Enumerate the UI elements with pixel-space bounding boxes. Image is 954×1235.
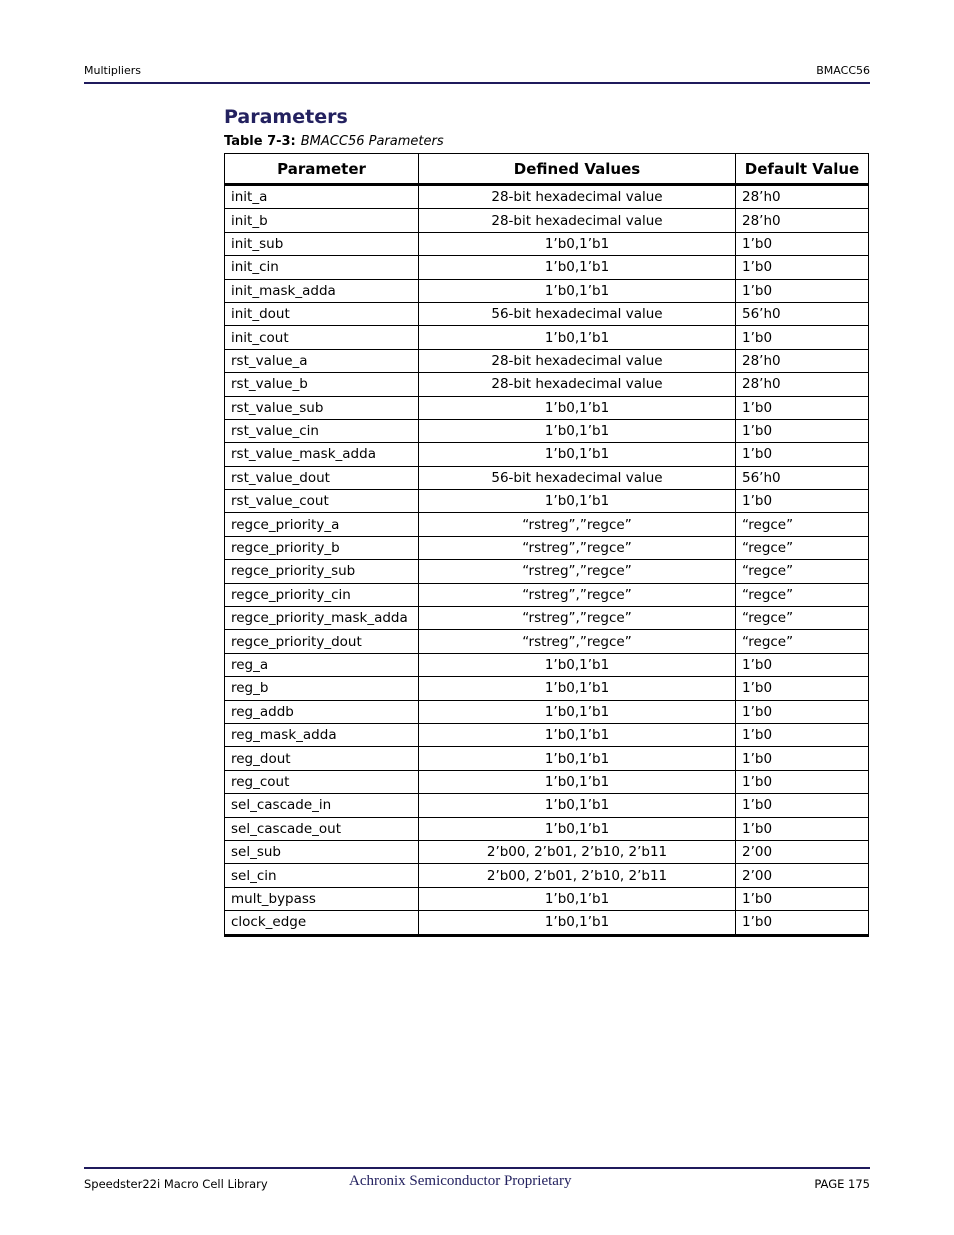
default-value-cell: 1’b0 xyxy=(736,443,869,466)
default-value-cell: 1’b0 xyxy=(736,396,869,419)
parameter-cell: init_mask_adda xyxy=(225,279,419,302)
default-value-cell: 28’h0 xyxy=(736,349,869,372)
defined-values-cell: 1’b0,1’b1 xyxy=(419,256,736,279)
default-value-cell: “regce” xyxy=(736,583,869,606)
defined-values-cell: 1’b0,1’b1 xyxy=(419,419,736,442)
parameter-cell: regce_priority_sub xyxy=(225,560,419,583)
defined-values-cell: “rstreg”,”regce” xyxy=(419,630,736,653)
default-value-cell: 1’b0 xyxy=(736,256,869,279)
default-value-cell: “regce” xyxy=(736,560,869,583)
parameter-cell: init_b xyxy=(225,209,419,232)
parameter-cell: sel_cascade_out xyxy=(225,817,419,840)
parameter-cell: sel_sub xyxy=(225,840,419,863)
header-divider xyxy=(84,82,870,84)
column-header-parameter: Parameter xyxy=(225,154,419,185)
defined-values-cell: “rstreg”,”regce” xyxy=(419,607,736,630)
parameter-cell: init_cin xyxy=(225,256,419,279)
defined-values-cell: 1’b0,1’b1 xyxy=(419,911,736,935)
parameter-cell: reg_cout xyxy=(225,770,419,793)
defined-values-cell: 28-bit hexadecimal value xyxy=(419,185,736,209)
parameter-cell: init_a xyxy=(225,185,419,209)
table-row xyxy=(225,185,869,209)
parameters-table xyxy=(224,153,869,937)
table-row xyxy=(225,279,869,302)
column-header-default-value: Default Value xyxy=(736,154,869,185)
parameter-cell: regce_priority_b xyxy=(225,536,419,559)
parameter-cell: reg_dout xyxy=(225,747,419,770)
table-header-row xyxy=(225,154,869,185)
table-caption-label: Table 7-3: xyxy=(224,134,296,149)
default-value-cell: 1’b0 xyxy=(736,723,869,746)
table-row xyxy=(225,911,869,935)
table-row xyxy=(225,864,869,887)
column-header-defined-values: Defined Values xyxy=(419,154,736,185)
table-caption-text: BMACC56 Parameters xyxy=(300,134,444,149)
defined-values-cell: 28-bit hexadecimal value xyxy=(419,209,736,232)
defined-values-cell: “rstreg”,”regce” xyxy=(419,583,736,606)
table-row xyxy=(225,700,869,723)
defined-values-cell: “rstreg”,”regce” xyxy=(419,536,736,559)
parameter-cell: rst_value_cin xyxy=(225,419,419,442)
table-row xyxy=(225,723,869,746)
table-row xyxy=(225,583,869,606)
default-value-cell: 1’b0 xyxy=(736,887,869,910)
table-row xyxy=(225,653,869,676)
default-value-cell: 1’b0 xyxy=(736,794,869,817)
running-header-component: BMACC56 xyxy=(816,64,870,77)
default-value-cell: 1’b0 xyxy=(736,232,869,255)
parameter-cell: clock_edge xyxy=(225,911,419,935)
footer-book-title: Speedster22i Macro Cell Library xyxy=(84,1177,268,1191)
defined-values-cell: 1’b0,1’b1 xyxy=(419,887,736,910)
defined-values-cell: 1’b0,1’b1 xyxy=(419,817,736,840)
table-row xyxy=(225,560,869,583)
table-row xyxy=(225,443,869,466)
parameter-cell: init_sub xyxy=(225,232,419,255)
defined-values-cell: 1’b0,1’b1 xyxy=(419,653,736,676)
table-row xyxy=(225,466,869,489)
table-body xyxy=(225,185,869,936)
parameter-cell: regce_priority_a xyxy=(225,513,419,536)
default-value-cell: “regce” xyxy=(736,607,869,630)
parameter-cell: reg_b xyxy=(225,677,419,700)
table-row xyxy=(225,490,869,513)
table-row xyxy=(225,326,869,349)
table-row xyxy=(225,607,869,630)
default-value-cell: 1’b0 xyxy=(736,911,869,935)
table-row xyxy=(225,209,869,232)
defined-values-cell: 1’b0,1’b1 xyxy=(419,232,736,255)
parameter-cell: reg_a xyxy=(225,653,419,676)
defined-values-cell: 1’b0,1’b1 xyxy=(419,677,736,700)
default-value-cell: 1’b0 xyxy=(736,326,869,349)
parameter-cell: init_cout xyxy=(225,326,419,349)
parameter-cell: rst_value_sub xyxy=(225,396,419,419)
default-value-cell: 1’b0 xyxy=(736,700,869,723)
default-value-cell: 28’h0 xyxy=(736,209,869,232)
defined-values-cell: 1’b0,1’b1 xyxy=(419,326,736,349)
table-row xyxy=(225,677,869,700)
table-row xyxy=(225,747,869,770)
table-row xyxy=(225,232,869,255)
defined-values-cell: 56-bit hexadecimal value xyxy=(419,466,736,489)
table-row xyxy=(225,630,869,653)
default-value-cell: 2’00 xyxy=(736,864,869,887)
default-value-cell: 2’00 xyxy=(736,840,869,863)
parameter-cell: regce_priority_cin xyxy=(225,583,419,606)
footer-divider xyxy=(84,1167,870,1169)
table-row xyxy=(225,419,869,442)
parameter-cell: reg_mask_adda xyxy=(225,723,419,746)
defined-values-cell: 1’b0,1’b1 xyxy=(419,700,736,723)
table-row xyxy=(225,256,869,279)
defined-values-cell: “rstreg”,”regce” xyxy=(419,513,736,536)
table-row xyxy=(225,840,869,863)
defined-values-cell: “rstreg”,”regce” xyxy=(419,560,736,583)
table-row xyxy=(225,349,869,372)
parameter-cell: rst_value_mask_adda xyxy=(225,443,419,466)
defined-values-cell: 56-bit hexadecimal value xyxy=(419,302,736,325)
defined-values-cell: 1’b0,1’b1 xyxy=(419,443,736,466)
default-value-cell: 1’b0 xyxy=(736,279,869,302)
defined-values-cell: 2’b00, 2’b01, 2’b10, 2’b11 xyxy=(419,864,736,887)
defined-values-cell: 1’b0,1’b1 xyxy=(419,396,736,419)
table-row xyxy=(225,817,869,840)
parameter-cell: sel_cascade_in xyxy=(225,794,419,817)
defined-values-cell: 1’b0,1’b1 xyxy=(419,747,736,770)
parameter-cell: regce_priority_mask_adda xyxy=(225,607,419,630)
page-number: PAGE 175 xyxy=(814,1177,870,1191)
table-row xyxy=(225,302,869,325)
defined-values-cell: 1’b0,1’b1 xyxy=(419,490,736,513)
default-value-cell: 1’b0 xyxy=(736,677,869,700)
running-header-section: Multipliers xyxy=(84,64,142,77)
default-value-cell: “regce” xyxy=(736,630,869,653)
footer-proprietary-notice: Achronix Semiconductor Proprietary xyxy=(349,1173,572,1189)
defined-values-cell: 1’b0,1’b1 xyxy=(419,770,736,793)
defined-values-cell: 2’b00, 2’b01, 2’b10, 2’b11 xyxy=(419,840,736,863)
table-row xyxy=(225,396,869,419)
parameter-cell: rst_value_b xyxy=(225,373,419,396)
default-value-cell: 1’b0 xyxy=(736,770,869,793)
table-caption xyxy=(224,134,444,149)
parameter-cell: rst_value_a xyxy=(225,349,419,372)
default-value-cell: 28’h0 xyxy=(736,185,869,209)
section-title: Parameters xyxy=(224,106,348,128)
parameter-cell: regce_priority_dout xyxy=(225,630,419,653)
default-value-cell: 1’b0 xyxy=(736,817,869,840)
default-value-cell: 1’b0 xyxy=(736,419,869,442)
table-row xyxy=(225,536,869,559)
default-value-cell: 1’b0 xyxy=(736,490,869,513)
defined-values-cell: 28-bit hexadecimal value xyxy=(419,349,736,372)
defined-values-cell: 28-bit hexadecimal value xyxy=(419,373,736,396)
parameter-cell: sel_cin xyxy=(225,864,419,887)
parameter-cell: init_dout xyxy=(225,302,419,325)
defined-values-cell: 1’b0,1’b1 xyxy=(419,723,736,746)
parameter-cell: rst_value_dout xyxy=(225,466,419,489)
default-value-cell: 1’b0 xyxy=(736,653,869,676)
default-value-cell: “regce” xyxy=(736,536,869,559)
defined-values-cell: 1’b0,1’b1 xyxy=(419,794,736,817)
default-value-cell: 28’h0 xyxy=(736,373,869,396)
default-value-cell: “regce” xyxy=(736,513,869,536)
table-row xyxy=(225,513,869,536)
default-value-cell: 56’h0 xyxy=(736,466,869,489)
table-row xyxy=(225,770,869,793)
parameter-cell: mult_bypass xyxy=(225,887,419,910)
table-row xyxy=(225,887,869,910)
table-row xyxy=(225,373,869,396)
parameter-cell: reg_addb xyxy=(225,700,419,723)
table-row xyxy=(225,794,869,817)
default-value-cell: 56’h0 xyxy=(736,302,869,325)
default-value-cell: 1’b0 xyxy=(736,747,869,770)
parameter-cell: rst_value_cout xyxy=(225,490,419,513)
defined-values-cell: 1’b0,1’b1 xyxy=(419,279,736,302)
